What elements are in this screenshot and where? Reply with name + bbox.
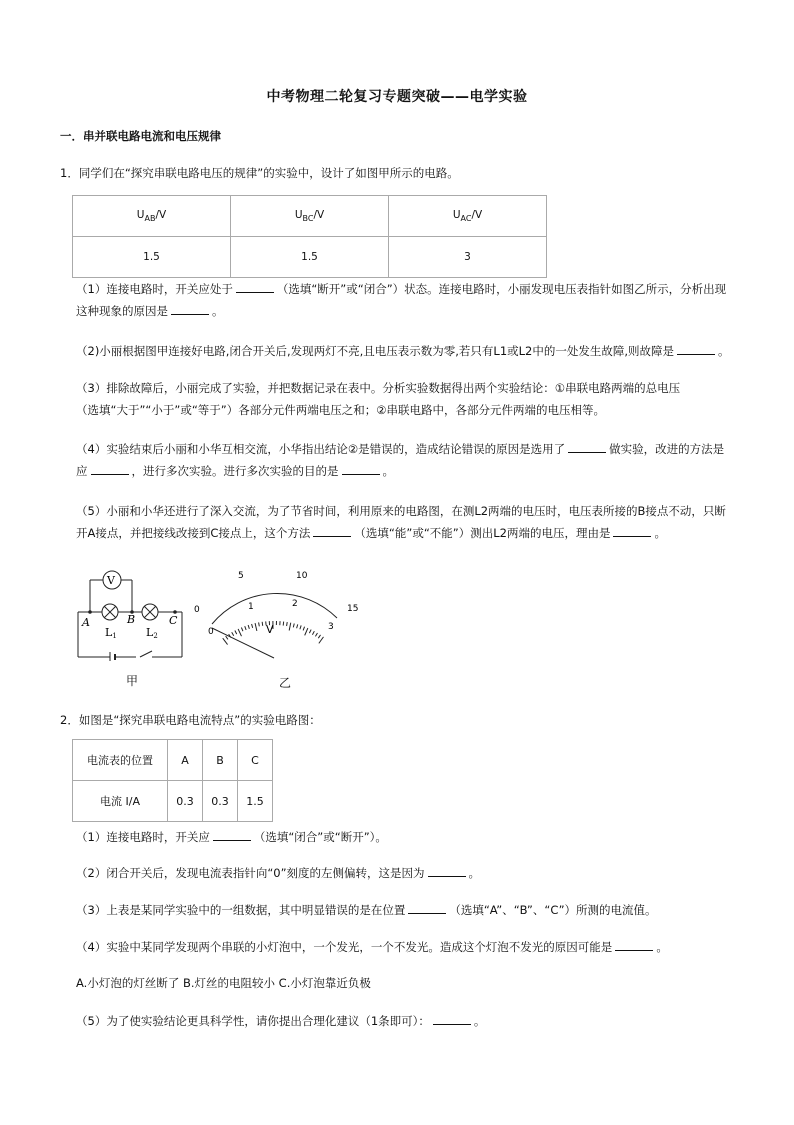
table-cell: 1.5 — [238, 781, 273, 822]
table-cell: 0.3 — [203, 781, 238, 822]
meter-tick — [252, 624, 253, 628]
answer-blank[interactable] — [677, 344, 715, 355]
meter-tick — [312, 631, 314, 635]
table-row — [73, 740, 273, 781]
table-cell: 3 — [389, 237, 547, 278]
scale-bottom-3: 3 — [328, 622, 334, 632]
table-cell: 0.3 — [168, 781, 203, 822]
meter-tick — [319, 637, 324, 644]
answer-blank[interactable] — [613, 526, 651, 537]
meter-tick — [241, 628, 243, 632]
meter-pointer — [212, 628, 274, 658]
figure-label-jia: 甲 — [126, 674, 139, 688]
circuit-diagram-jia — [70, 566, 195, 661]
scale-top-5: 5 — [238, 571, 244, 581]
scale-top-10: 10 — [296, 571, 308, 581]
meter-tick — [232, 632, 234, 635]
meter-tick — [248, 625, 249, 629]
meter-tick — [303, 627, 304, 631]
q2-part-3: （3）上表是某同学实验中的一组数据，其中明显错误的是在位置 （选填“A”、“B”、“C”）所测的电流值。 — [76, 903, 657, 917]
answer-blank[interactable] — [428, 866, 466, 877]
table-cell: 1.5 — [73, 237, 231, 278]
q2-options: A.小灯泡的灯丝断了 B.灯丝的电阻较小 C.小灯泡靠近负极 — [76, 976, 371, 990]
voltmeter-dial-yi — [192, 566, 367, 666]
scale-top-15: 15 — [347, 604, 359, 614]
meter-tick — [287, 622, 288, 626]
scale-top-0: 0 — [194, 605, 200, 615]
meter-tick — [300, 625, 301, 629]
q2-part-4: （4）实验中某同学发现两个串联的小灯泡中，一个发光，一个不发光。造成这个灯泡不发光的原因可能是 。 — [76, 940, 668, 954]
answer-blank[interactable] — [91, 464, 129, 475]
meter-tick — [309, 630, 311, 634]
table-header-ubc: $U_{BC}/V$ — [231, 196, 389, 237]
answer-blank[interactable] — [342, 464, 380, 475]
table-cell: 1.5 — [231, 237, 389, 278]
table-cell: 电流表的位置 — [73, 740, 168, 781]
voltage-table — [72, 195, 547, 278]
scale-bottom-0: 0 — [208, 627, 214, 637]
meter-tick — [235, 631, 237, 635]
table-cell: C — [238, 740, 273, 781]
answer-blank[interactable] — [568, 442, 606, 453]
voltmeter-label: V — [107, 574, 115, 587]
section-heading: 一．串并联电路电流和电压规律 — [60, 129, 221, 143]
page-title: 中考物理二轮复习专题突破——电学实验 — [266, 89, 528, 105]
point-c-label: C — [169, 614, 178, 627]
lamp-l2-label: L2 — [146, 626, 158, 640]
meter-tick — [315, 633, 317, 636]
meter-tick — [297, 624, 298, 628]
scale-bottom-2: 2 — [292, 599, 298, 609]
table-header-uab: $U_{AB}/V$ — [73, 196, 231, 237]
meter-tick — [255, 623, 257, 631]
meter-tick — [262, 622, 263, 626]
table-cell: B — [203, 740, 238, 781]
question-1-stem: 1．同学们在“探究串联电路电压的规律”的实验中，设计了如图甲所示的电路。 — [60, 166, 459, 180]
table-row — [73, 196, 547, 237]
answer-blank[interactable] — [213, 830, 251, 841]
q2-part-1: （1）连接电路时，开关应 （选填“闭合”或“断开”）。 — [76, 830, 387, 844]
meter-tick — [318, 635, 320, 638]
table-header-uac: $U_{AC}/V$ — [389, 196, 547, 237]
meter-tick — [293, 623, 294, 627]
question-2-stem: 2．如图是“探究串联电路电流特点”的实验电路图： — [60, 713, 321, 727]
meter-tick — [223, 638, 228, 644]
meter-unit: V — [266, 623, 274, 636]
point-a-label: A — [82, 616, 90, 629]
answer-blank[interactable] — [615, 940, 653, 951]
meter-tick — [238, 629, 241, 636]
meter-tick — [259, 622, 260, 626]
table-row — [73, 237, 547, 278]
meter-tick — [305, 628, 308, 635]
figure-label-yi: 乙 — [279, 676, 292, 690]
q1-part-4: （4）实验结束后小丽和小华互相交流，小华指出结论②是错误的，造成结论错误的原因是选用了 做实验，改进的方法是 应 ，进行多次实验。进行多次实验的目的是 。 — [76, 442, 725, 478]
answer-blank[interactable] — [236, 282, 274, 293]
answer-blank[interactable] — [171, 304, 209, 315]
answer-blank[interactable] — [313, 526, 351, 537]
q1-part-2: （2)小丽根据图甲连接好电路,闭合开关后,发现两灯不亮,且电压表示数为零,若只有L1或L2中的一处发生故障,则故障是 。 — [76, 344, 730, 358]
table-cell: A — [168, 740, 203, 781]
q2-part-2: （2）闭合开关后，发现电流表指针向“0”刻度的左侧偏转，这是因为 。 — [76, 866, 481, 880]
q1-part-1: （1）连接电路时，开关应处于 （选填“断开”或“闭合”）状态。连接电路时，小丽发现电压表指针如图乙所示，分析出现 这种现象的原因是 。 — [76, 282, 727, 318]
table-row — [73, 781, 273, 822]
q1-part-5: （5）小丽和小华还进行了深入交流，为了节省时间，利用原来的电路图，在测L2两端的电压时，电压表所接的B接点不动，只断 开A接点，并把接线改接到C接点上，这个方法 （选填“能”或“不能”）测出L2两端的电压，理由是 。 — [76, 504, 726, 540]
scale-bottom-1: 1 — [248, 602, 254, 612]
meter-tick — [226, 636, 228, 639]
answer-blank[interactable] — [408, 903, 446, 914]
point-b-label: B — [127, 613, 136, 626]
q1-part-3: （3）排除故障后，小丽完成了实验，并把数据记录在表中。分析实验数据得出两个实验结论：①串联电路两端的总电压 （选填“大于”“小于”或“等于”）各部分元件两端电压之和；②串联电路中，各部分元件两端的电压相等。 — [76, 381, 681, 417]
table-cell: 电流 I/A — [73, 781, 168, 822]
meter-tick — [245, 626, 246, 630]
meter-tick — [289, 623, 291, 631]
current-table — [72, 739, 273, 822]
lamp-l1-label: L1 — [105, 626, 117, 640]
q2-part-5: （5）为了使实验结论更具科学性，请你提出合理化建议（1条即可）： 。 — [76, 1014, 486, 1028]
answer-blank[interactable] — [433, 1014, 471, 1025]
